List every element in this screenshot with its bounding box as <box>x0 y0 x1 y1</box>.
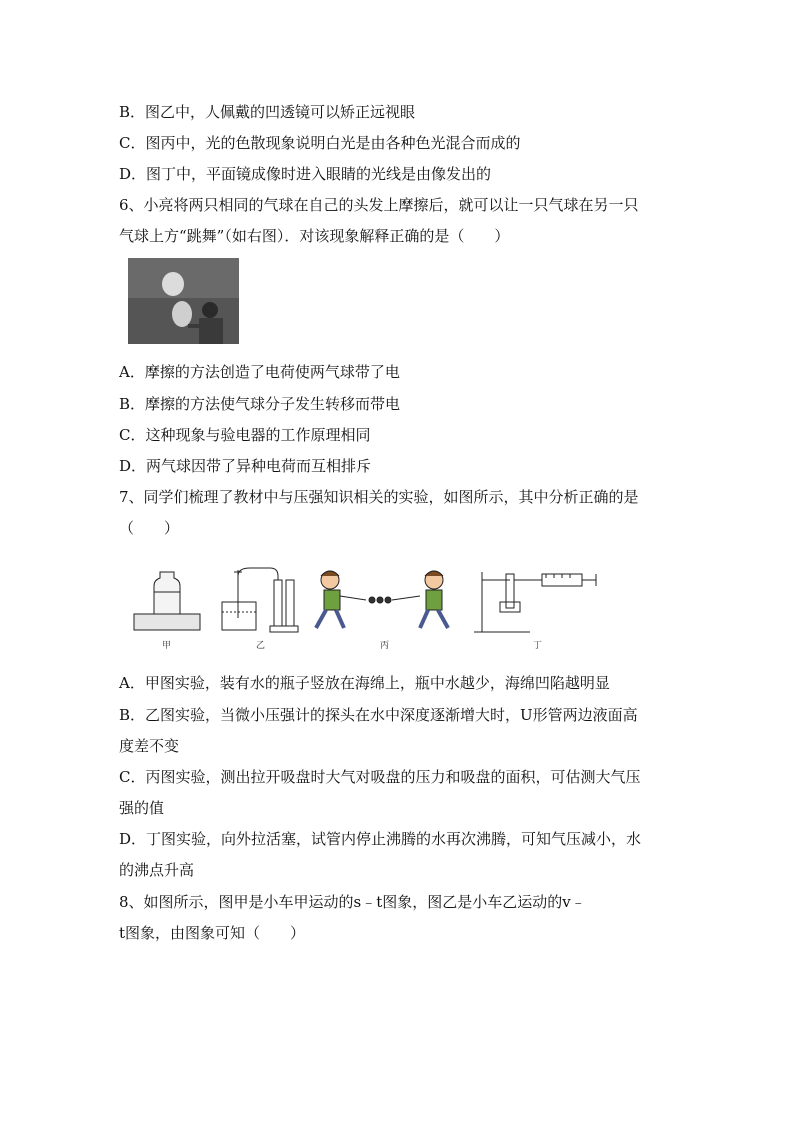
q7-stem-line2: （ ） <box>119 519 180 537</box>
caption-bing: 丙 <box>380 641 390 651</box>
syringe-test-tube <box>474 572 596 632</box>
tug-of-war <box>316 571 448 628</box>
caption-jia: 甲 <box>162 641 172 651</box>
caption-yi: 乙 <box>256 641 266 651</box>
q6-option-a: A．摩擦的方法创造了电荷使两气球带了电 <box>119 363 400 381</box>
q7-option-c-line2: 强的值 <box>119 799 165 817</box>
q6-option-d: D．两气球因带了异种电荷而互相排斥 <box>119 457 372 475</box>
q7-stem-line1: 7、同学们梳理了教材中与压强知识相关的实验，如图所示，其中分析正确的是 <box>119 488 639 506</box>
experiment-drawings <box>130 562 600 652</box>
bottle-on-sponge <box>134 572 200 630</box>
q7-option-a: A．甲图实验，装有水的瓶子竖放在海绵上，瓶中水越少，海绵凹陷越明显 <box>119 674 610 692</box>
q7-option-b-line2: 度差不变 <box>119 737 180 755</box>
caption-ding: 丁 <box>533 641 543 651</box>
q5-option-b: B．图乙中，人佩戴的凹透镜可以矫正远视眼 <box>119 103 416 121</box>
q6-option-c: C．这种现象与验电器的工作原理相同 <box>119 426 371 444</box>
q6-stem-line2: 气球上方“跳舞”（如右图）．对该现象解释正确的是（ ） <box>119 227 510 245</box>
q8-stem-line1: 8、如图所示，图甲是小车甲运动的s﹣t图象，图乙是小车乙运动的v﹣ <box>119 893 586 911</box>
q7-option-b-line1: B．乙图实验，当微小压强计的探头在水中深度逐渐增大时，U形管两边液面高 <box>119 706 638 724</box>
q8-stem-line2: t图象，由图象可知（ ） <box>119 924 306 942</box>
pressure-gauge <box>222 568 298 632</box>
pressure-experiments-figure <box>130 562 600 652</box>
q5-option-c: C．图丙中，光的色散现象说明白光是由各种色光混合而成的 <box>119 134 521 152</box>
q7-option-d-line1: D．丁图实验，向外拉活塞，试管内停止沸腾的水再次沸腾，可知气压减小，水 <box>119 830 642 848</box>
q6-stem-line1: 6、小亮将两只相同的气球在自己的头发上摩擦后，就可以让一只气球在另一只 <box>119 196 639 214</box>
q7-option-d-line2: 的沸点升高 <box>119 861 195 879</box>
balloon-photo <box>128 258 239 344</box>
q7-option-c-line1: C．丙图实验，测出拉开吸盘时大气对吸盘的压力和吸盘的面积，可估测大气压 <box>119 768 641 786</box>
q6-option-b: B．摩擦的方法使气球分子发生转移而带电 <box>119 395 401 413</box>
q5-option-d: D．图丁中，平面镜成像时进入眼睛的光线是由像发出的 <box>119 165 492 183</box>
